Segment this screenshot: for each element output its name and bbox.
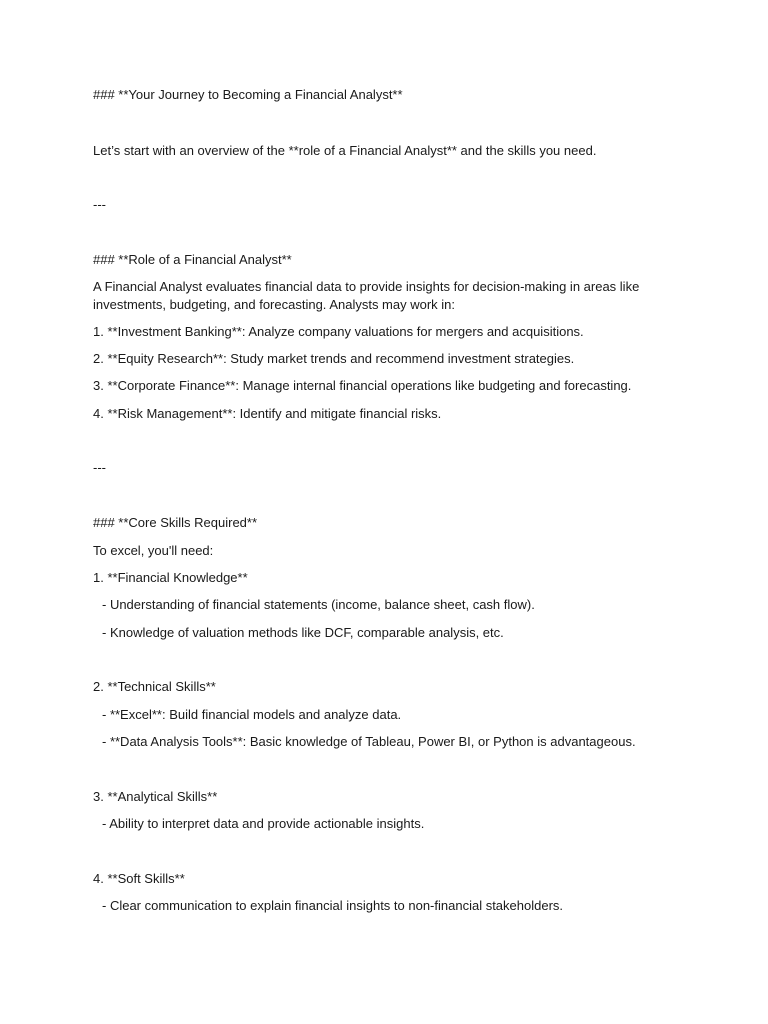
- intro-text: Let’s start with an overview of the **role of a Financial Analyst** and the skills you need.: [93, 143, 597, 158]
- skill-point: - Clear communication to explain financial insights to non-financial stakeholders.: [102, 898, 564, 913]
- skill-title-soft-skills: 4. **Soft Skills**: [93, 871, 185, 886]
- heading-skills: ### **Core Skills Required**: [93, 515, 258, 530]
- skills-intro: To excel, you'll need:: [93, 543, 214, 558]
- skill-title-technical-skills: 2. **Technical Skills**: [93, 679, 216, 694]
- skill-point: - **Excel**: Build financial models and analyze data.: [102, 707, 402, 722]
- skill-point: - **Data Analysis Tools**: Basic knowledge of Tableau, Power BI, or Python is advantageous.: [102, 734, 636, 749]
- role-list-item: 4. **Risk Management**: Identify and mitigate financial risks.: [93, 406, 442, 421]
- divider: ---: [93, 197, 106, 212]
- role-list-item: 2. **Equity Research**: Study market trends and recommend investment strategies.: [93, 351, 575, 366]
- divider: ---: [93, 460, 106, 475]
- skill-title-financial-knowledge: 1. **Financial Knowledge**: [93, 570, 248, 585]
- role-list-item: 1. **Investment Banking**: Analyze company valuations for mergers and acquisitions.: [93, 324, 584, 339]
- skill-point: - Understanding of financial statements (income, balance sheet, cash flow).: [102, 597, 535, 612]
- skill-point: - Ability to interpret data and provide actionable insights.: [102, 816, 425, 831]
- skill-point: - Knowledge of valuation methods like DCF, comparable analysis, etc.: [102, 625, 504, 640]
- heading-role: ### **Role of a Financial Analyst**: [93, 252, 292, 267]
- role-paragraph-line-1: A Financial Analyst evaluates financial data to provide insights for decision-making in areas like: [93, 279, 640, 294]
- role-paragraph-line-2: investments, budgeting, and forecasting. Analysts may work in:: [93, 297, 456, 312]
- heading-journey: ### **Your Journey to Becoming a Financial Analyst**: [93, 87, 403, 102]
- skill-title-analytical-skills: 3. **Analytical Skills**: [93, 789, 218, 804]
- role-list-item: 3. **Corporate Finance**: Manage internal financial operations like budgeting and forecasting.: [93, 378, 632, 393]
